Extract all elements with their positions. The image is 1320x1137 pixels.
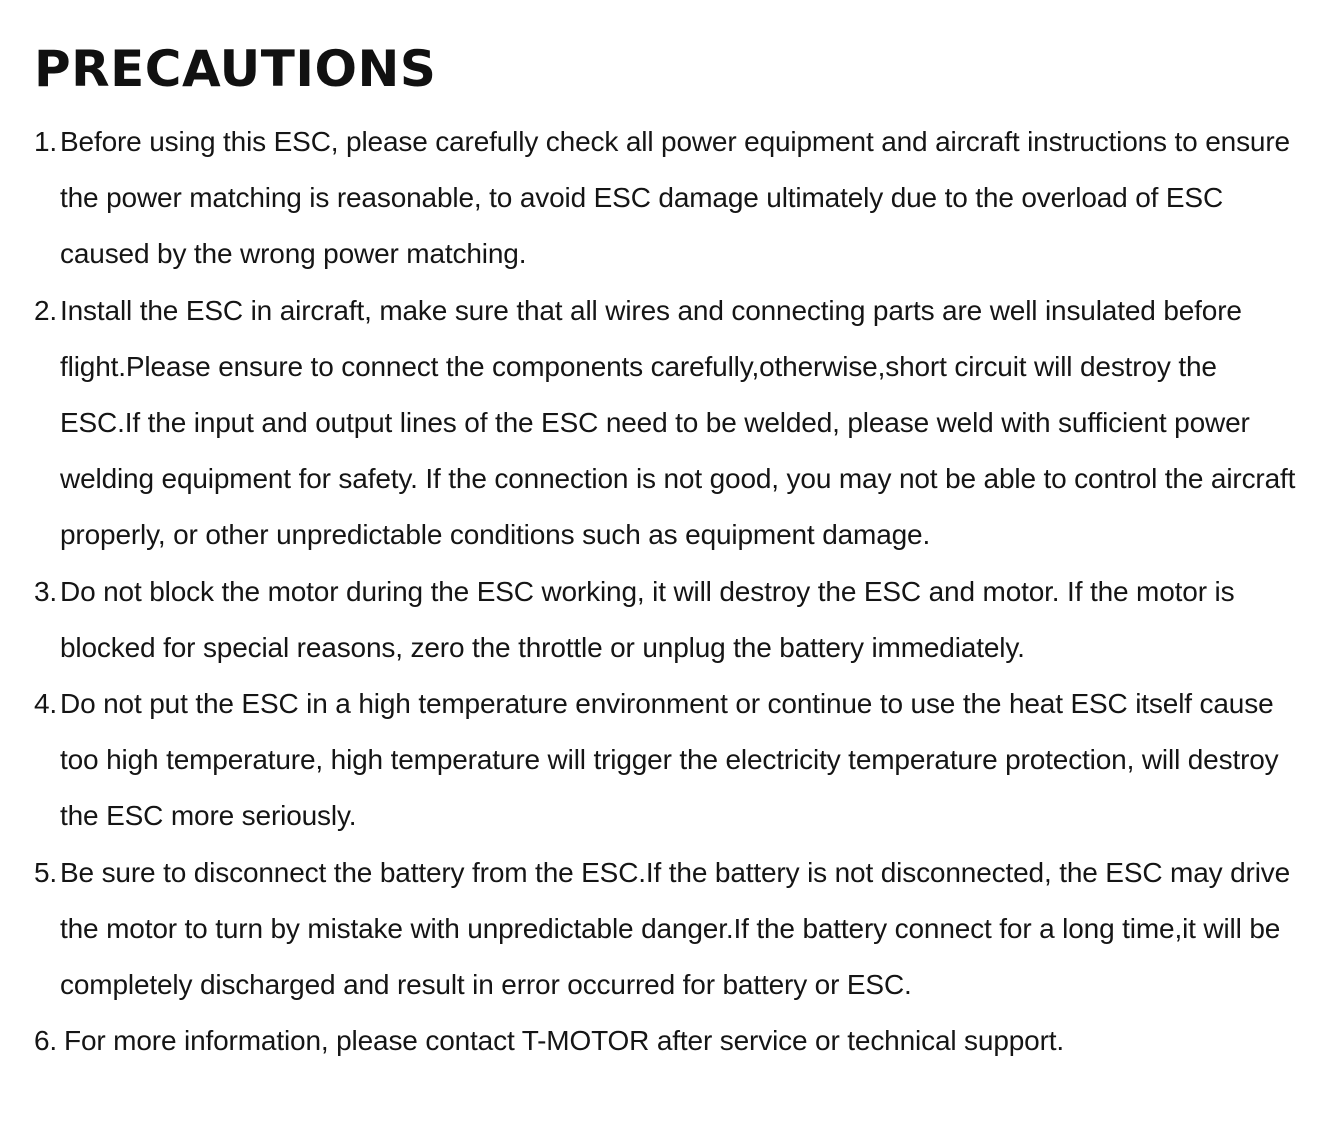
item-text: For more information, please contact T-MOTOR after service or technical support.	[64, 1025, 1065, 1057]
item-text: Do not put the ESC in a high temperature environment or continue to use the heat ESC itself cause too high temperature, high temperature will trigger the electricity temperature protection, will destroy the ESC more seriously.	[60, 688, 1279, 832]
item-number: 3.	[34, 575, 58, 607]
list-item-6	[34, 1013, 1304, 1069]
item-number: 5.	[34, 856, 58, 888]
item-text: Do not block the motor during the ESC working, it will destroy the ESC and motor. If the motor is blocked for special reasons, zero the throttle or unplug the battery immediately.	[60, 575, 1235, 663]
list-item-4	[34, 676, 1304, 845]
list-item-1	[34, 114, 1304, 283]
item-text: Before using this ESC, please carefully check all power equipment and aircraft instructions to ensure the power matching is reasonable, to avoid ESC damage ultimately due to the overload of ESC caused by the wrong power matching.	[60, 126, 1290, 270]
item-text: Install the ESC in aircraft, make sure that all wires and connecting parts are well insulated before flight.Please ensure to connect the components carefully,otherwise,short circuit will destroy the ESC.If the input and output lines of the ESC need to be welded, please weld with sufficient power welding equipment for safety. If the connection is not good, you may not be able to control the aircraft properly, or other unpredictable conditions such as equipment damage.	[60, 294, 1296, 551]
list-item-5	[34, 845, 1304, 1014]
page-title: PRECAUTIONS	[34, 40, 437, 98]
item-number: 6.	[34, 1025, 58, 1057]
item-text: Be sure to disconnect the battery from the ESC.If the battery is not disconnected, the ESC may drive the motor to turn by mistake with unpredictable danger.If the battery connect for a long time,it will be completely discharged and result in error occurred for battery or ESC.	[60, 856, 1291, 1001]
precautions-list	[34, 114, 1304, 1069]
list-item-2	[34, 283, 1304, 564]
item-number: 4.	[34, 688, 58, 720]
item-number: 1.	[34, 126, 58, 157]
item-number: 2.	[34, 294, 58, 326]
list-item-3	[34, 564, 1304, 676]
